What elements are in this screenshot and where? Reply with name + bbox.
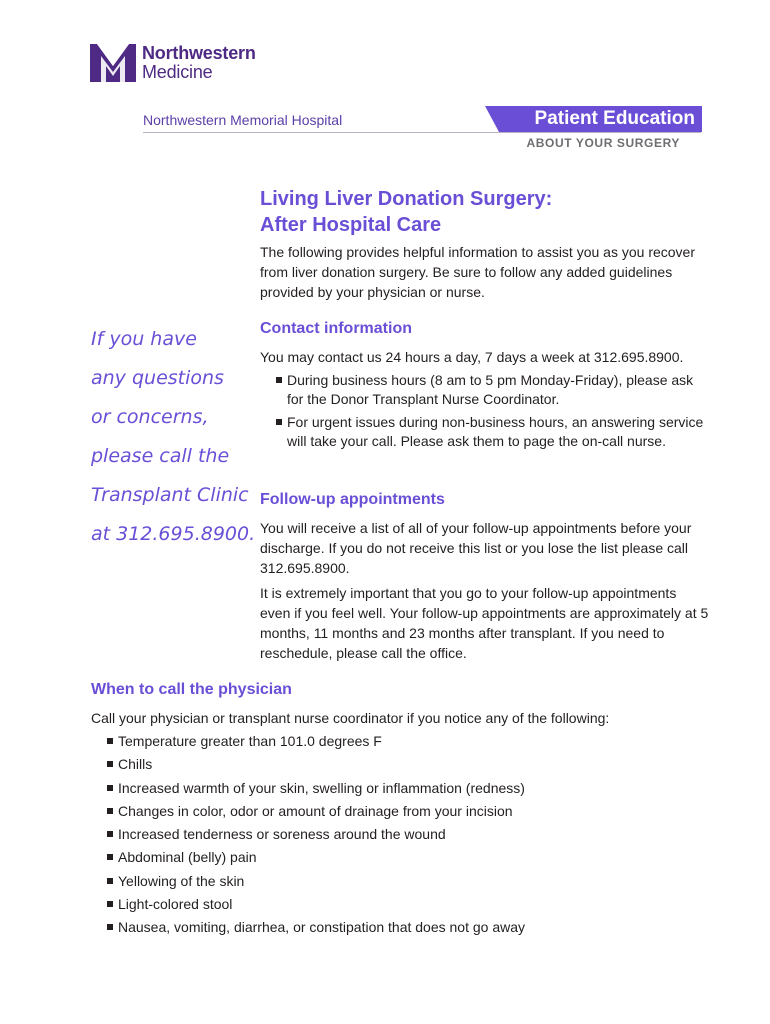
list-item — [91, 872, 691, 891]
intro-paragraph: The following provides helpful information to assist you as you recover from liver donation surgery. Be sure to follow any added guidelines provided by your physician or nurse. — [260, 244, 695, 300]
bullet-square-icon — [107, 831, 113, 837]
followup-paragraph-2: It is extremely important that you go to your follow-up appointments even if you feel well. Your follow-up appointments are approximately at 5 months, 11 months and 23 months after transplant. If you need to reschedule, please call the office. — [260, 585, 709, 661]
sidebar-callout — [91, 320, 261, 554]
followup-paragraph-1: You will receive a list of all of your follow-up appointments before your discharge. If you do not receive this list or you lose the list please call 312.695.8900. — [260, 520, 692, 576]
when-to-call-heading: When to call the physician — [91, 681, 292, 698]
list-item-text: Light-colored stool — [118, 896, 233, 913]
list-item — [91, 825, 691, 844]
list-item-text: Chills — [118, 756, 153, 773]
contact-lead: You may contact us 24 hours a day, 7 days a week at 312.695.8900. — [260, 349, 684, 365]
list-item-text: Temperature greater than 101.0 degrees F — [118, 733, 382, 749]
list-item-text: Changes in color, odor or amount of drainage from your incision — [118, 802, 513, 819]
sidebar-line: any questions — [91, 367, 224, 389]
sidebar-line: or concerns, — [91, 406, 209, 428]
bullet-square-icon — [107, 808, 113, 814]
hospital-name: Northwestern Memorial Hospital — [143, 112, 343, 128]
logo-wordmark-line1: Northwestern — [142, 43, 256, 63]
bullet-square-icon — [107, 761, 113, 767]
page-title — [260, 186, 700, 238]
bullet-square-icon — [107, 738, 113, 744]
symptom-list — [91, 732, 691, 942]
title-line-1: Living Liver Donation Surgery: — [260, 188, 553, 210]
list-item — [91, 779, 691, 798]
bullet-square-icon — [107, 901, 113, 907]
bullet-square-icon — [276, 419, 282, 425]
subsection-label: ABOUT YOUR SURGERY — [526, 136, 680, 150]
list-item — [91, 732, 691, 751]
title-line-2: After Hospital Care — [260, 214, 442, 236]
bullet-square-icon — [276, 377, 282, 383]
sidebar-line: Transplant Clinic — [91, 484, 249, 506]
nm-monogram-logo — [90, 44, 136, 82]
northwestern-medicine-logo — [90, 44, 280, 82]
header-divider — [143, 132, 701, 133]
list-item-text: Increased warmth of your skin, swelling or inflammation (redness) — [118, 779, 525, 796]
list-item-text: Abdominal (belly) pain — [118, 849, 257, 866]
contact-heading: Contact information — [260, 320, 412, 337]
list-item-text: For urgent issues during non-business hours, an answering service will take your call. Please ask them to page the on-call nurse. — [287, 414, 704, 449]
sidebar-line: please call the — [91, 445, 230, 467]
list-item-text: Increased tenderness or soreness around the wound — [118, 826, 446, 843]
list-item-text: Yellowing of the skin — [118, 872, 245, 889]
list-item-text: Nausea, vomiting, diarrhea, or constipation that does not go away — [118, 919, 526, 936]
section-label: Patient Education — [534, 108, 695, 129]
sidebar-line: at 312.695.8900. — [91, 523, 256, 545]
list-item-text: During business hours (8 am to 5 pm Monday-Friday), please ask for the Donor Transplant Nurse Coordinator. — [287, 372, 694, 407]
logo-wordmark-line2: Medicine — [142, 62, 213, 82]
list-item — [260, 413, 710, 451]
list-item — [91, 848, 691, 867]
bullet-square-icon — [107, 924, 113, 930]
list-item — [260, 371, 710, 409]
bullet-square-icon — [107, 785, 113, 791]
list-item — [91, 755, 691, 774]
bullet-square-icon — [107, 878, 113, 884]
list-item — [91, 918, 691, 937]
list-item — [91, 802, 691, 821]
list-item — [91, 895, 691, 914]
sidebar-line: If you have — [91, 328, 197, 350]
followup-heading: Follow-up appointments — [260, 491, 445, 508]
contact-list — [260, 371, 710, 455]
bullet-square-icon — [107, 854, 113, 860]
when-to-call-lead: Call your physician or transplant nurse coordinator if you notice any of the following: — [91, 710, 610, 726]
